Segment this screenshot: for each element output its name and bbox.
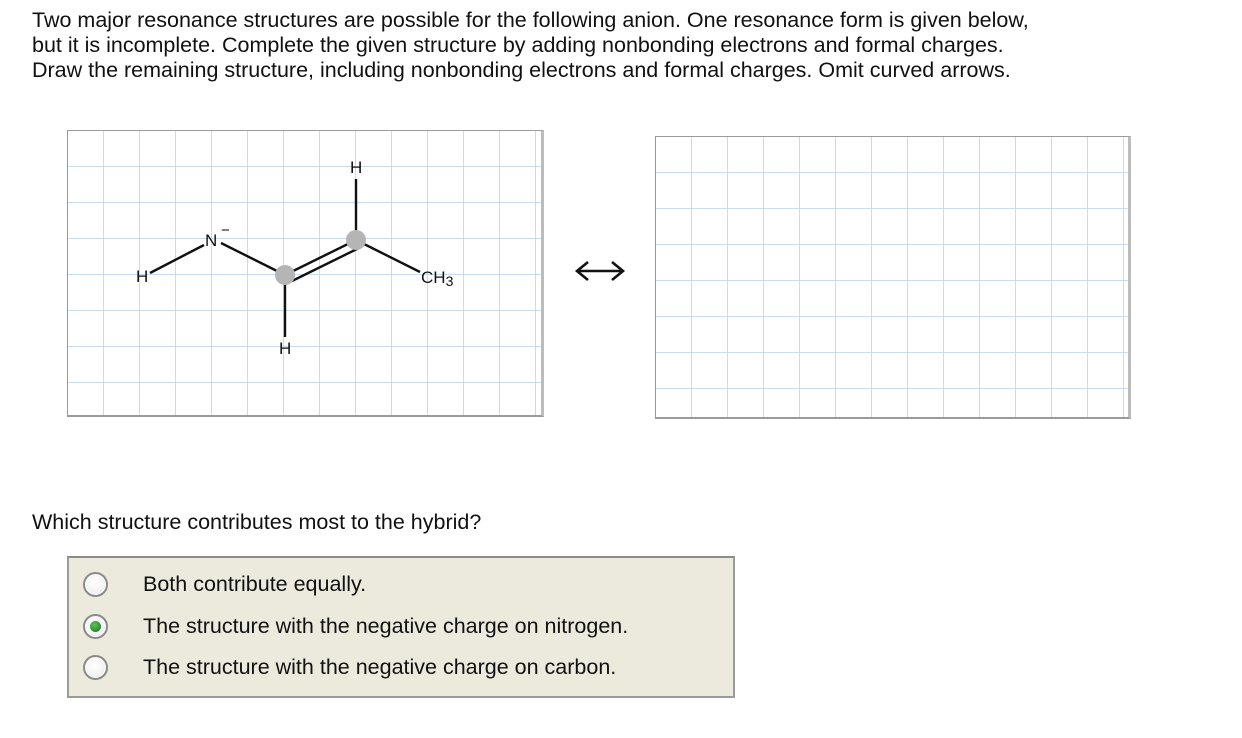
double-headed-arrow-icon	[572, 255, 628, 287]
multiple-choice-question: Which structure contributes most to the hybrid?	[32, 510, 482, 534]
atom-label-methyl[interactable]	[421, 268, 454, 289]
carbon-atom-c2[interactable]	[346, 230, 366, 250]
double-bond-c1-c2-second[interactable]	[292, 248, 359, 281]
given-structure-canvas[interactable]	[67, 130, 544, 417]
bond-c2-ch3[interactable]	[356, 240, 420, 272]
choice-both-equal[interactable]	[83, 567, 366, 601]
instructions-line-3: Draw the remaining structure, including nonbonding electrons and formal charges. Omit curved arrows.	[32, 58, 1011, 82]
carbon-atom-c1[interactable]	[275, 265, 295, 285]
choice-negative-on-carbon[interactable]	[83, 650, 616, 684]
double-bond-c1-c2[interactable]	[285, 240, 356, 275]
atom-label-h-bottom[interactable]: H	[279, 339, 292, 358]
methyl-carbon: C	[421, 268, 434, 287]
radio-both-equal[interactable]	[83, 572, 108, 597]
choice-label-negative-on-nitrogen: The structure with the negative charge on nitrogen.	[143, 614, 629, 638]
bond-h-n[interactable]	[150, 245, 204, 273]
nitrogen-formal-charge[interactable]: −	[221, 222, 230, 239]
answer-structure-canvas[interactable]	[655, 136, 1131, 419]
choice-label-negative-on-carbon: The structure with the negative charge on carbon.	[143, 655, 617, 679]
instructions-line-2: but it is incomplete. Complete the given structure by adding nonbonding electrons and formal charges.	[32, 33, 1004, 57]
instructions-line-1: Two major resonance structures are possible for the following anion. One resonance form is given below,	[32, 8, 1029, 32]
answer-choices-panel	[67, 556, 735, 698]
question-instructions	[32, 8, 1222, 83]
methyl-hydrogen: H	[433, 268, 446, 287]
given-structure-drawing	[68, 131, 542, 415]
choice-label-both-equal: Both contribute equally.	[143, 572, 367, 596]
choice-negative-on-nitrogen[interactable]	[83, 609, 628, 643]
atom-label-h-top[interactable]: H	[350, 158, 363, 177]
methyl-subscript: 3	[445, 273, 454, 289]
bond-n-c1[interactable]	[221, 243, 285, 275]
atom-label-nitrogen[interactable]: N	[205, 231, 218, 250]
radio-negative-on-nitrogen[interactable]	[83, 614, 108, 639]
atom-label-h-left[interactable]: H	[136, 267, 149, 286]
radio-negative-on-carbon[interactable]	[83, 655, 108, 680]
